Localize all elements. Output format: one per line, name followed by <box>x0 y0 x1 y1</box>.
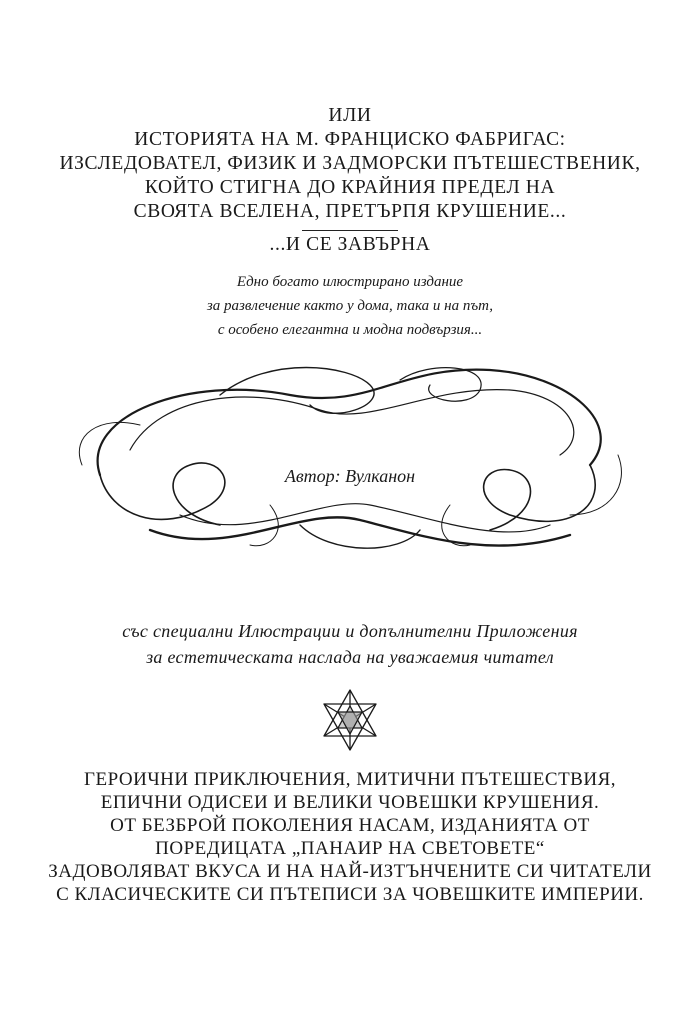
edition-line: Едно богато илюстрирано издание <box>236 274 464 290</box>
blurb-line: ЗАДОВОЛЯВАТ ВКУСА И НА НАЙ-ИЗТЪНЧЕНИТЕ СИ ЧИТАТЕЛИ <box>48 861 652 882</box>
title-line: КОЙТО СТИГНА ДО КРАЙНИЯ ПРЕДЕЛ НА <box>144 177 556 198</box>
blurb-line: ЕПИЧНИ ОДИСЕИ И ВЕЛИКИ ЧОВЕШКИ КРУШЕНИЯ. <box>100 792 600 813</box>
blurb-line: С КЛАСИЧЕСКИТЕ СИ ПЪТЕПИСИ ЗА ЧОВЕШКИТЕ ИМПЕРИИ. <box>56 884 644 905</box>
blurb-line: ПОРЕДИЦАТА „ПАНАИР НА СВЕТОВЕТЕ“ <box>155 838 545 859</box>
title-line: СВОЯТА ВСЕЛЕНА, ПРЕТЪРПЯ КРУШЕНИЕ... <box>133 201 567 222</box>
script-line: със специални Илюстрации и допълнителни Приложения <box>122 621 578 641</box>
stellated-octahedron-icon <box>318 688 382 752</box>
script-line: за естетическата наслада на уважаемия читател <box>146 647 554 667</box>
blurb-line: ОТ БЕЗБРОЙ ПОКОЛЕНИЯ НАСАМ, ИЗДАНИЯТА ОТ <box>110 815 590 836</box>
title-line: ИЛИ <box>328 105 372 126</box>
edition-description <box>0 270 700 342</box>
edition-line: за развлечение както у дома, така и на път, <box>206 298 494 314</box>
title-block <box>0 104 700 224</box>
edition-line: с особено елегантна и модна подвързия... <box>217 322 483 338</box>
series-blurb <box>0 768 700 906</box>
divider-rule <box>302 230 398 231</box>
blurb-line: ГЕРОИЧНИ ПРИКЛЮЧЕНИЯ, МИТИЧНИ ПЪТЕШЕСТВИЯ, <box>83 769 616 790</box>
calligraphic-flourish-icon <box>70 355 630 565</box>
title-line: ИСТОРИЯТА НА М. ФРАНЦИСКО ФАБРИГАС: <box>134 129 566 150</box>
title-line: ИЗСЛЕДОВАТЕЛ, ФИЗИК И ЗАДМОРСКИ ПЪТЕШЕСТВЕНИК, <box>59 153 641 174</box>
return-line: ...И СЕ ЗАВЪРНА <box>269 234 431 255</box>
illustrations-note <box>0 618 700 670</box>
author-credit: Автор: Вулканон <box>284 466 416 486</box>
